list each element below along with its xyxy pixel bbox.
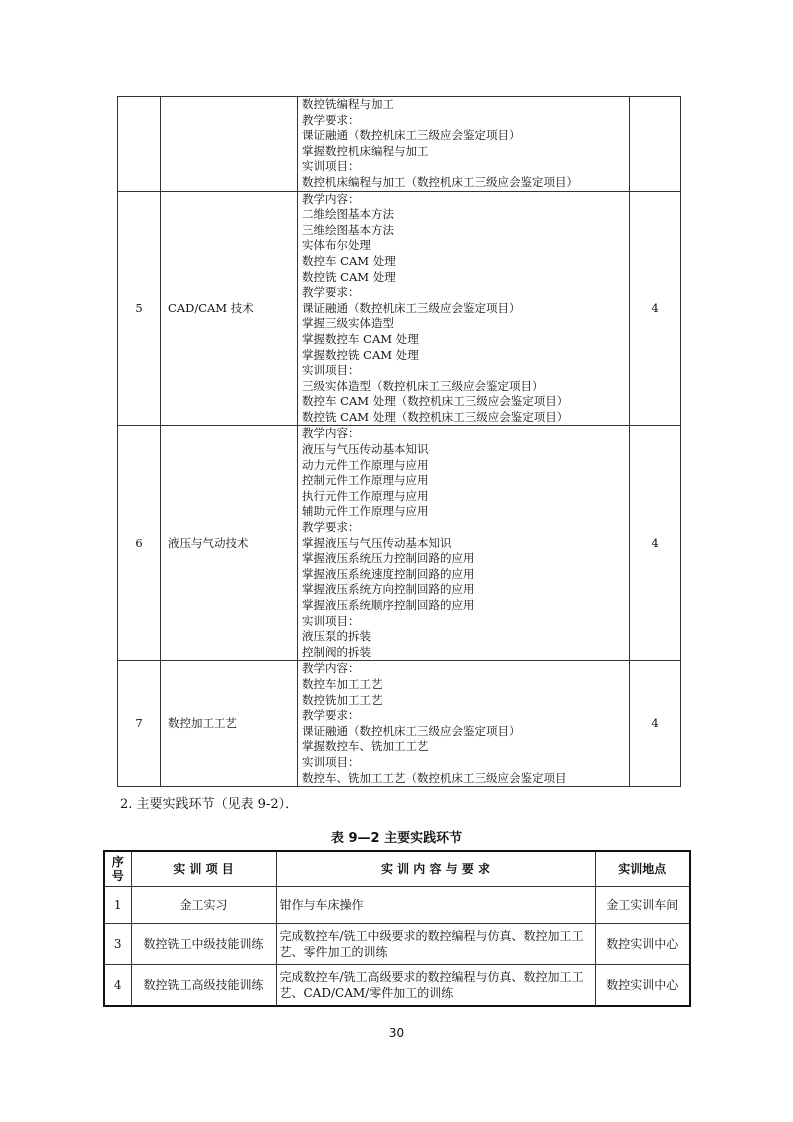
content-line: 数控铣 CAM 处理 — [302, 269, 396, 284]
content-line: 课证融通（数控机床工三级应会鉴定项目） — [302, 300, 521, 315]
course-hours: 4 — [630, 191, 681, 426]
content-line: 掌握数控车 CAM 处理 — [302, 331, 419, 346]
row-content-line1: 钳作与车床操作 — [279, 898, 364, 912]
row-content — [276, 887, 595, 924]
row-num: 1 — [104, 887, 131, 924]
content-line: 执行元件工作原理与应用 — [302, 488, 429, 503]
table-row — [118, 661, 681, 787]
content-line: 教学要求： — [302, 520, 360, 535]
content-line: 掌握液压系统方向控制回路的应用 — [302, 582, 475, 597]
table-row — [104, 887, 690, 924]
course-num: 7 — [118, 661, 161, 787]
course-name: CAD/CAM 技术 — [161, 191, 298, 426]
content-line: 数控铣编程与加工 — [302, 97, 394, 111]
row-num: 4 — [104, 965, 131, 1007]
page-number: 30 — [388, 1026, 405, 1040]
content-line: 液压泵的拆装 — [302, 629, 371, 644]
practice-table — [103, 850, 691, 1007]
content-line: 数控铣 CAM 处理（数控机床工三级应会鉴定项目） — [302, 409, 569, 424]
table-row — [118, 97, 681, 192]
course-hours: 4 — [630, 426, 681, 661]
row-item: 金工实习 — [131, 887, 276, 924]
course-num: 6 — [118, 426, 161, 661]
content-line: 课证融通（数控机床工三级应会鉴定项目） — [302, 128, 521, 143]
content-line: 控制元件工作原理与应用 — [302, 473, 429, 488]
course-num — [118, 97, 161, 192]
content-line: 辅助元件工作原理与应用 — [302, 504, 429, 519]
table-caption: 表 9—2 主要实践环节 — [330, 831, 463, 846]
practice-table-header-row — [104, 851, 690, 887]
content-line: 教学要求： — [302, 708, 360, 723]
header-num-line2: 号 — [111, 869, 124, 883]
row-content-line2: 艺、零件加工的训练 — [279, 945, 388, 959]
content-line: 掌握液压系统压力控制回路的应用 — [302, 551, 475, 566]
course-hours: 4 — [630, 661, 681, 787]
row-num: 3 — [104, 924, 131, 965]
row-content-line1: 完成数控车/铣工中级要求的数控编程与仿真、数控加工工 — [279, 929, 584, 943]
content-line: 三级实体造型（数控机床工三级应会鉴定项目） — [302, 378, 544, 393]
content-line: 实训项目： — [302, 159, 360, 174]
content-line: 控制阀的拆装 — [302, 644, 371, 659]
course-content — [298, 426, 630, 661]
row-item: 数控铣工高级技能训练 — [131, 965, 276, 1007]
content-line: 实训项目： — [302, 363, 360, 378]
content-line: 实训项目： — [302, 613, 360, 628]
course-content — [298, 191, 630, 426]
header-location: 实训地点 — [595, 851, 690, 887]
header-content: 实 训 内 容 与 要 求 — [276, 851, 595, 887]
course-name — [161, 97, 298, 192]
content-line: 掌握三级实体造型 — [302, 316, 394, 331]
content-line: 液压与气压传动基本知识 — [302, 442, 429, 457]
header-num — [104, 851, 131, 887]
table-row — [118, 426, 681, 661]
table-row — [104, 965, 690, 1007]
content-line: 教学要求： — [302, 112, 360, 127]
content-line: 动力元件工作原理与应用 — [302, 457, 429, 472]
course-num: 5 — [118, 191, 161, 426]
content-line: 课证融通（数控机床工三级应会鉴定项目） — [302, 723, 521, 738]
content-line: 教学内容： — [302, 191, 360, 206]
content-line: 数控铣加工工艺 — [302, 692, 383, 707]
row-item: 数控铣工中级技能训练 — [131, 924, 276, 965]
header-item: 实 训 项 目 — [131, 851, 276, 887]
content-line: 掌握液压系统速度控制回路的应用 — [302, 566, 475, 581]
content-line: 实训项目： — [302, 754, 360, 769]
content-line: 掌握液压与气压传动基本知识 — [302, 535, 452, 550]
content-line: 掌握数控车、铣加工工艺 — [302, 739, 429, 754]
course-hours — [630, 97, 681, 192]
content-line: 教学要求： — [302, 285, 360, 300]
content-line: 掌握数控铣 CAM 处理 — [302, 347, 419, 362]
table-row — [118, 191, 681, 426]
content-line: 教学内容： — [302, 661, 360, 676]
header-num-line1: 序 — [111, 855, 124, 869]
table-row — [104, 924, 690, 965]
course-content-table — [117, 96, 681, 787]
row-location: 数控实训中心 — [595, 924, 690, 965]
section-intro-text: 2. 主要实践环节（见表 9-2）． — [120, 797, 299, 812]
content-line: 掌握液压系统顺序控制回路的应用 — [302, 598, 475, 612]
course-name: 液压与气动技术 — [161, 426, 298, 661]
course-content — [298, 661, 630, 787]
row-location: 金工实训车间 — [595, 887, 690, 924]
row-content — [276, 965, 595, 1007]
row-location: 数控实训中心 — [595, 965, 690, 1007]
content-line: 数控车、铣加工工艺（数控机床工三级应会鉴定项目 — [302, 770, 567, 785]
course-table-body — [118, 97, 681, 787]
content-line: 教学内容： — [302, 426, 360, 441]
content-line: 数控车 CAM 处理 — [302, 253, 396, 268]
content-line: 二维绘图基本方法 — [302, 207, 394, 222]
content-line: 数控机床编程与加工（数控机床工三级应会鉴定项目） — [302, 174, 578, 189]
content-line: 数控车加工工艺 — [302, 676, 383, 691]
content-line: 数控车 CAM 处理（数控机床工三级应会鉴定项目） — [302, 394, 569, 409]
content-line: 掌握数控机床编程与加工 — [302, 143, 429, 158]
content-line: 实体布尔处理 — [302, 238, 371, 253]
content-line: 三维绘图基本方法 — [302, 222, 394, 237]
course-content — [298, 97, 630, 192]
row-content-line1: 完成数控车/铣工高级要求的数控编程与仿真、数控加工工 — [279, 970, 584, 984]
row-content — [276, 924, 595, 965]
row-content-line2: 艺、CAD/CAM/零件加工的训练 — [279, 986, 454, 1000]
course-name: 数控加工工艺 — [161, 661, 298, 787]
